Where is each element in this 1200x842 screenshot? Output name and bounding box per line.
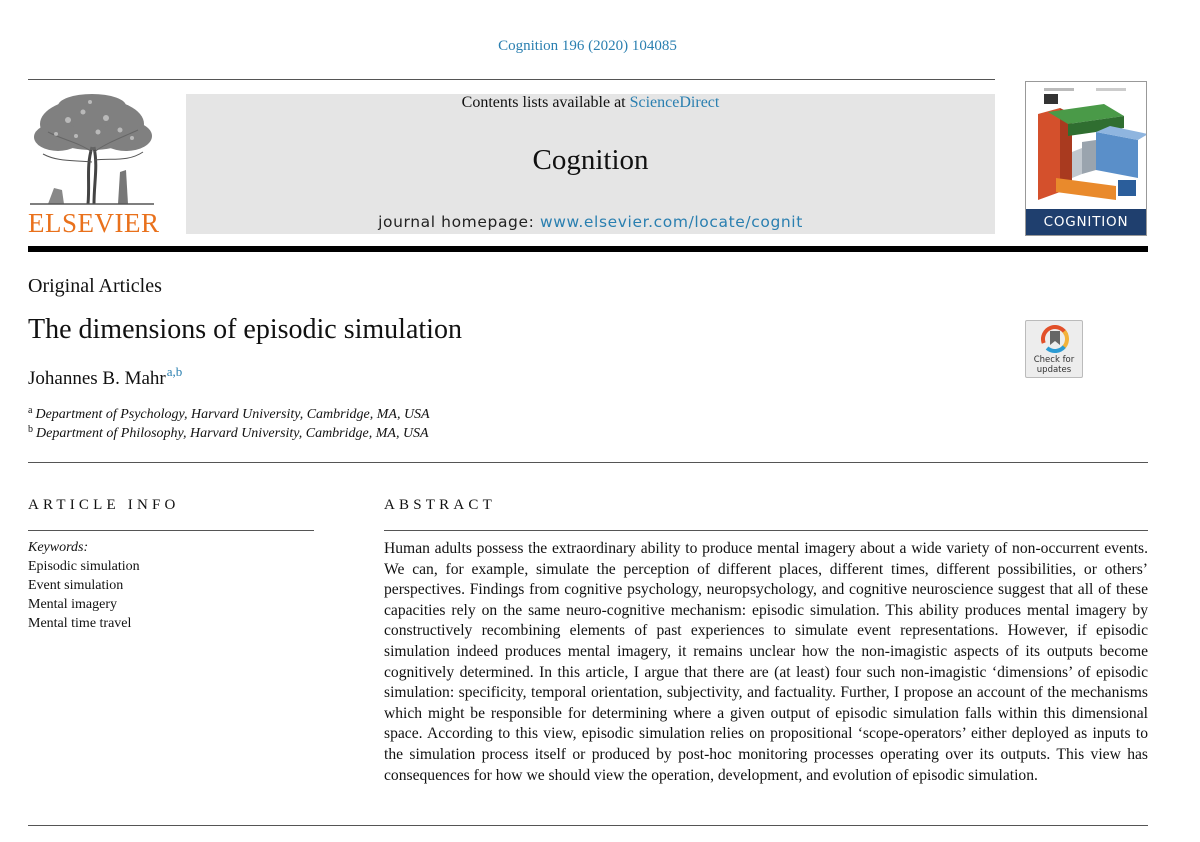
homepage-line (186, 213, 995, 231)
keyword-item: Mental imagery (28, 597, 118, 612)
cover-title: COGNITION (1026, 209, 1146, 235)
abstract-rule (384, 530, 1148, 531)
homepage-prefix: journal homepage: (378, 213, 540, 231)
keyword-item: Episodic simulation (28, 559, 140, 574)
keyword-item: Event simulation (28, 578, 124, 593)
affiliation-text: Department of Philosophy, Harvard University, Cambridge, MA, USA (36, 426, 429, 441)
affiliation-a (28, 407, 430, 423)
affiliation-text: Department of Psychology, Harvard University, Cambridge, MA, USA (35, 407, 430, 422)
elsevier-wordmark: ELSEVIER (28, 208, 160, 238)
keyword-item: Mental time travel (28, 616, 132, 631)
abstract-text: Human adults possess the extraordinary ability to produce mental imagery about a wide variety of non-occurrent events. We can, for example, simulate the perception of different places, different times, different possibilities, or others’ perspectives. Findings from cognitive psychology, neuropsychology, and cognitive neuroscience suggest that all of these capacities rely on the same neuro-cognitive mechanism: episodic simulation. This ability produces mental imagery by constructively recombining elements of past experiences to simulate event representations. However, if episodic simulation indeed produces mental imagery, it remains unclear how the non-imagistic aspects of its outputs become cognitively determined. In this article, I argue that there are (at least) four such non-imagistic ‘dimensions’ of episodic simulation: specificity, temporal orientation, subjectivity, and factuality. Further, I propose an account of the mechanisms which might be responsible for determining where a given output of episodic simulation falls within this dimensional space. According to this view, episodic simulation relies on propositional ‘scope-operators’ either deployed as inputs to the simulation process itself or produced by post-hoc monitoring processes operating over its outputs. This view has consequences for how we should view the operation, development, and evolution of episodic simulation. (384, 540, 1148, 784)
article-info-rule (28, 530, 314, 531)
header-thick-rule (28, 246, 1148, 252)
check-updates-line2: updates (1036, 365, 1072, 375)
affiliation-b (28, 426, 429, 442)
article-info-heading: ARTICLE INFO (28, 497, 180, 513)
abstract-heading: ABSTRACT (384, 497, 496, 513)
check-updates-icon (1041, 325, 1069, 353)
author-affiliation-marks[interactable]: a,b (166, 364, 183, 379)
author-name[interactable]: Johannes B. Mahr (28, 368, 166, 389)
header-rule (28, 79, 995, 80)
journal-reference[interactable]: Cognition 196 (2020) 104085 (498, 38, 677, 54)
contents-line (186, 94, 995, 112)
journal-cover-image[interactable] (1025, 81, 1147, 236)
journal-masthead (186, 94, 995, 234)
footer-rule (28, 825, 1148, 826)
section-type: Original Articles (28, 275, 162, 297)
sciencedirect-link[interactable]: ScienceDirect (629, 94, 720, 111)
author-line (28, 364, 183, 390)
homepage-link[interactable]: www.elsevier.com/locate/cognit (539, 213, 803, 231)
check-updates-label (1026, 355, 1082, 375)
journal-name: Cognition (532, 144, 649, 176)
keywords-label: Keywords: (28, 540, 89, 555)
affiliation-mark: b (28, 424, 33, 435)
affiliation-mark: a (28, 405, 33, 416)
check-for-updates-button[interactable] (1025, 320, 1083, 378)
check-updates-line1: Check for (1033, 355, 1075, 365)
section-divider (28, 462, 1148, 463)
contents-prefix: Contents lists available at (461, 94, 630, 111)
article-title: The dimensions of episodic simulation (28, 314, 462, 345)
